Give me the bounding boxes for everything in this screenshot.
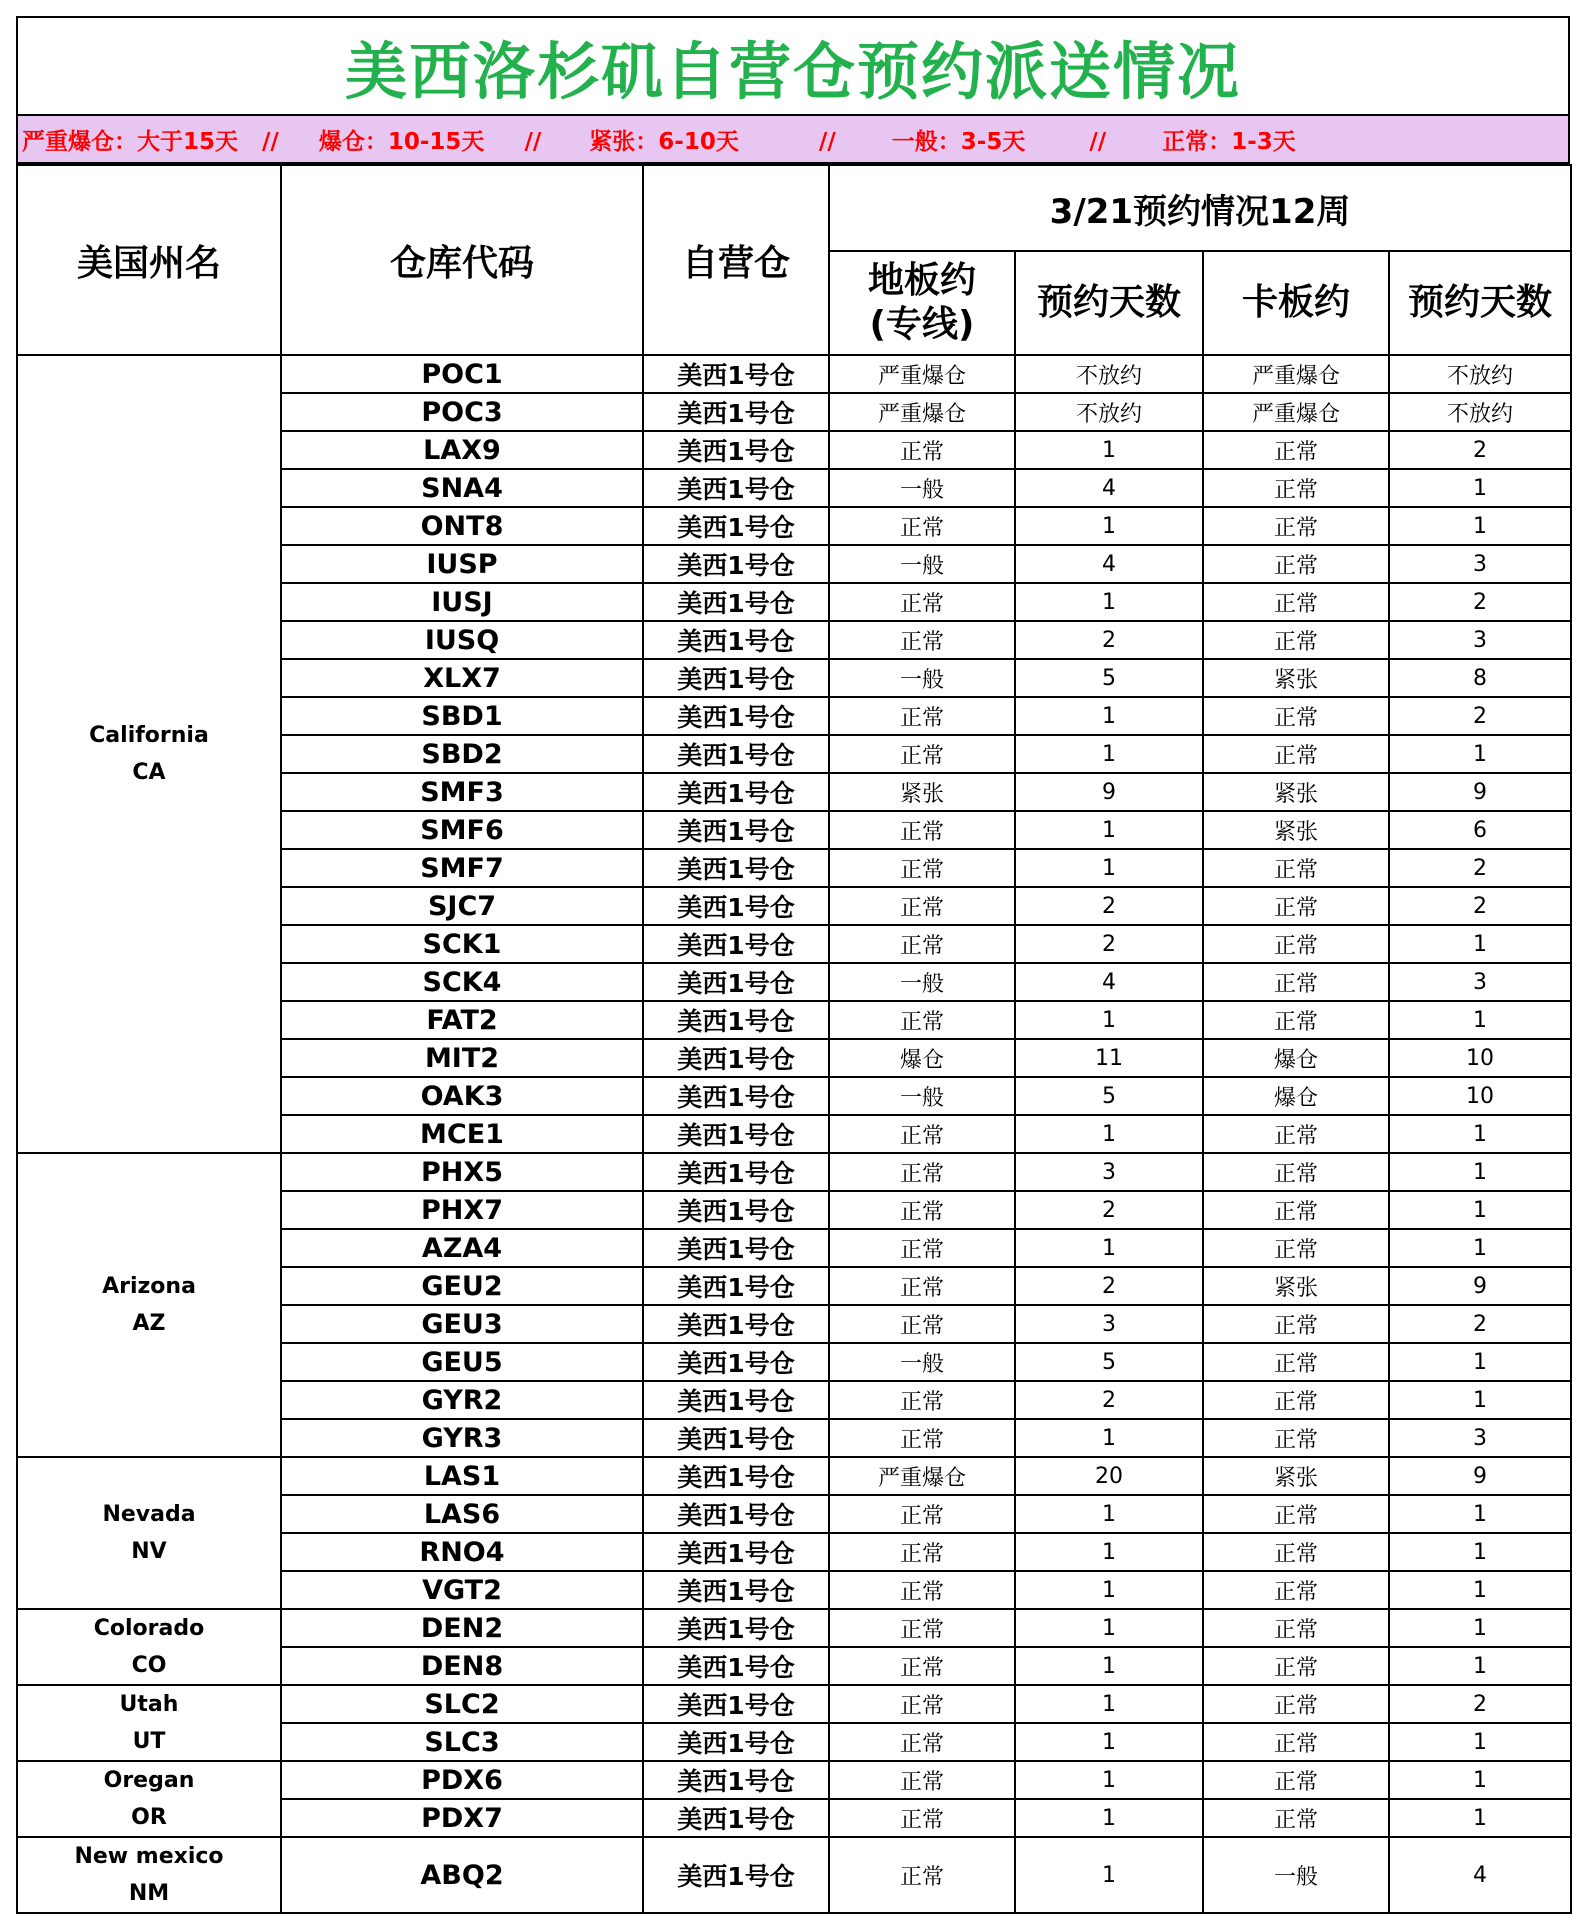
floor-status: 正常 <box>829 697 1015 735</box>
floor-days: 9 <box>1015 773 1203 811</box>
floor-status: 爆仓 <box>829 1039 1015 1077</box>
floor-status: 严重爆仓 <box>829 1457 1015 1495</box>
floor-status: 正常 <box>829 507 1015 545</box>
floor-days: 4 <box>1015 469 1203 507</box>
floor-days: 1 <box>1015 1115 1203 1153</box>
warehouse-code: ABQ2 <box>281 1837 643 1913</box>
floor-status: 正常 <box>829 1571 1015 1609</box>
pallet-status: 正常 <box>1203 697 1389 735</box>
warehouse-code: SCK1 <box>281 925 643 963</box>
warehouse-name: 美西1号仓 <box>643 963 829 1001</box>
floor-status: 正常 <box>829 735 1015 773</box>
warehouse-name: 美西1号仓 <box>643 393 829 431</box>
status-legend: 严重爆仓：大于15天 // 爆仓：10-15天 // 紧张：6-10天 // 一般：3-5天 // 正常：1-3天 <box>16 114 1570 164</box>
pallet-days: 1 <box>1389 735 1571 773</box>
warehouse-code: GEU3 <box>281 1305 643 1343</box>
state-name: Utah <box>119 1692 179 1717</box>
floor-days: 1 <box>1015 1533 1203 1571</box>
floor-status: 正常 <box>829 1001 1015 1039</box>
header-warehouse: 自营仓 <box>643 165 829 355</box>
floor-status: 一般 <box>829 1077 1015 1115</box>
table-row <box>17 1153 1571 1191</box>
warehouse-code: SMF6 <box>281 811 643 849</box>
header-floor-label: 地板约 <box>867 260 976 301</box>
pallet-status: 严重爆仓 <box>1203 393 1389 431</box>
pallet-status: 紧张 <box>1203 659 1389 697</box>
warehouse-code: SNA4 <box>281 469 643 507</box>
pallet-status: 正常 <box>1203 925 1389 963</box>
floor-days: 1 <box>1015 1799 1203 1837</box>
floor-days: 2 <box>1015 887 1203 925</box>
floor-days: 1 <box>1015 849 1203 887</box>
warehouse-code: LAS1 <box>281 1457 643 1495</box>
floor-status: 正常 <box>829 1837 1015 1913</box>
floor-days: 不放约 <box>1015 393 1203 431</box>
pallet-status: 正常 <box>1203 849 1389 887</box>
warehouse-code: SBD2 <box>281 735 643 773</box>
warehouse-code: DEN2 <box>281 1609 643 1647</box>
warehouse-name: 美西1号仓 <box>643 1267 829 1305</box>
warehouse-name: 美西1号仓 <box>643 545 829 583</box>
warehouse-name: 美西1号仓 <box>643 1115 829 1153</box>
floor-status: 正常 <box>829 1647 1015 1685</box>
warehouse-name: 美西1号仓 <box>643 1609 829 1647</box>
pallet-days: 1 <box>1389 1343 1571 1381</box>
pallet-days: 2 <box>1389 431 1571 469</box>
floor-status: 正常 <box>829 1305 1015 1343</box>
floor-status: 正常 <box>829 925 1015 963</box>
table-row <box>17 1457 1571 1495</box>
floor-status: 正常 <box>829 1115 1015 1153</box>
floor-status: 正常 <box>829 1381 1015 1419</box>
warehouse-code: VGT2 <box>281 1571 643 1609</box>
warehouse-code: DEN8 <box>281 1647 643 1685</box>
pallet-days: 1 <box>1389 1609 1571 1647</box>
floor-days: 不放约 <box>1015 355 1203 393</box>
pallet-days: 8 <box>1389 659 1571 697</box>
floor-days: 1 <box>1015 697 1203 735</box>
pallet-status: 正常 <box>1203 1723 1389 1761</box>
pallet-status: 正常 <box>1203 507 1389 545</box>
header-pallet-days: 预约天数 <box>1389 251 1571 355</box>
floor-days: 1 <box>1015 1495 1203 1533</box>
floor-status: 正常 <box>829 1153 1015 1191</box>
pallet-days: 2 <box>1389 697 1571 735</box>
floor-days: 3 <box>1015 1153 1203 1191</box>
warehouse-name: 美西1号仓 <box>643 1153 829 1191</box>
state-name: Oregan <box>103 1768 195 1793</box>
warehouse-name: 美西1号仓 <box>643 355 829 393</box>
floor-status: 紧张 <box>829 773 1015 811</box>
warehouse-name: 美西1号仓 <box>643 1495 829 1533</box>
warehouse-code: OAK3 <box>281 1077 643 1115</box>
floor-status: 一般 <box>829 1343 1015 1381</box>
pallet-days: 10 <box>1389 1077 1571 1115</box>
floor-status: 一般 <box>829 963 1015 1001</box>
warehouse-code: LAX9 <box>281 431 643 469</box>
pallet-status: 正常 <box>1203 1799 1389 1837</box>
pallet-days: 1 <box>1389 1799 1571 1837</box>
page-title: 美西洛杉矶自营仓预约派送情况 <box>16 16 1570 114</box>
pallet-days: 1 <box>1389 507 1571 545</box>
floor-days: 2 <box>1015 621 1203 659</box>
warehouse-code: SMF3 <box>281 773 643 811</box>
state-cell <box>17 1837 281 1913</box>
warehouse-code: XLX7 <box>281 659 643 697</box>
table-row <box>17 1685 1571 1723</box>
floor-status: 一般 <box>829 545 1015 583</box>
floor-days: 1 <box>1015 811 1203 849</box>
pallet-days: 1 <box>1389 1723 1571 1761</box>
warehouse-name: 美西1号仓 <box>643 1001 829 1039</box>
state-name: Nevada <box>102 1502 196 1527</box>
pallet-status: 正常 <box>1203 1229 1389 1267</box>
warehouse-code: SMF7 <box>281 849 643 887</box>
state-cell <box>17 1609 281 1685</box>
table-row <box>17 1837 1571 1913</box>
warehouse-code: FAT2 <box>281 1001 643 1039</box>
pallet-days: 1 <box>1389 1191 1571 1229</box>
state-cell <box>17 1685 281 1761</box>
warehouse-name: 美西1号仓 <box>643 735 829 773</box>
state-cell <box>17 1153 281 1457</box>
pallet-days: 9 <box>1389 1457 1571 1495</box>
warehouse-name: 美西1号仓 <box>643 1305 829 1343</box>
floor-days: 1 <box>1015 1837 1203 1913</box>
warehouse-name: 美西1号仓 <box>643 887 829 925</box>
floor-days: 11 <box>1015 1039 1203 1077</box>
warehouse-code: PDX7 <box>281 1799 643 1837</box>
warehouse-name: 美西1号仓 <box>643 431 829 469</box>
floor-status: 正常 <box>829 1609 1015 1647</box>
floor-status: 正常 <box>829 1191 1015 1229</box>
warehouse-code: MCE1 <box>281 1115 643 1153</box>
warehouse-name: 美西1号仓 <box>643 1191 829 1229</box>
floor-status: 正常 <box>829 621 1015 659</box>
floor-days: 20 <box>1015 1457 1203 1495</box>
floor-days: 5 <box>1015 659 1203 697</box>
floor-days: 1 <box>1015 735 1203 773</box>
warehouse-name: 美西1号仓 <box>643 1457 829 1495</box>
pallet-status: 紧张 <box>1203 1267 1389 1305</box>
state-abbr: NV <box>131 1539 167 1564</box>
pallet-status: 爆仓 <box>1203 1077 1389 1115</box>
warehouse-code: GYR3 <box>281 1419 643 1457</box>
header-floor <box>829 251 1015 355</box>
warehouse-name: 美西1号仓 <box>643 811 829 849</box>
pallet-status: 正常 <box>1203 1495 1389 1533</box>
warehouse-name: 美西1号仓 <box>643 1761 829 1799</box>
warehouse-code: RNO4 <box>281 1533 643 1571</box>
pallet-days: 1 <box>1389 1001 1571 1039</box>
state-cell <box>17 355 281 1153</box>
pallet-days: 1 <box>1389 1761 1571 1799</box>
warehouse-code: POC1 <box>281 355 643 393</box>
pallet-days: 3 <box>1389 545 1571 583</box>
pallet-days: 2 <box>1389 1685 1571 1723</box>
floor-status: 正常 <box>829 1761 1015 1799</box>
pallet-status: 正常 <box>1203 1343 1389 1381</box>
header-floor-days: 预约天数 <box>1015 251 1203 355</box>
state-cell <box>17 1761 281 1837</box>
floor-status: 正常 <box>829 1495 1015 1533</box>
warehouse-code: SCK4 <box>281 963 643 1001</box>
state-abbr: NM <box>128 1881 170 1906</box>
warehouse-name: 美西1号仓 <box>643 1077 829 1115</box>
warehouse-name: 美西1号仓 <box>643 1381 829 1419</box>
state-abbr: AZ <box>132 1311 166 1336</box>
floor-days: 5 <box>1015 1343 1203 1381</box>
pallet-status: 正常 <box>1203 1609 1389 1647</box>
pallet-days: 2 <box>1389 1305 1571 1343</box>
warehouse-name: 美西1号仓 <box>643 1647 829 1685</box>
pallet-status: 正常 <box>1203 1685 1389 1723</box>
floor-days: 2 <box>1015 925 1203 963</box>
state-abbr: OR <box>131 1805 167 1830</box>
pallet-status: 正常 <box>1203 1001 1389 1039</box>
warehouse-code: IUSQ <box>281 621 643 659</box>
pallet-days: 1 <box>1389 1381 1571 1419</box>
warehouse-name: 美西1号仓 <box>643 507 829 545</box>
pallet-days: 4 <box>1389 1837 1571 1913</box>
warehouse-name: 美西1号仓 <box>643 849 829 887</box>
floor-status: 正常 <box>829 583 1015 621</box>
pallet-status: 正常 <box>1203 1305 1389 1343</box>
pallet-status: 正常 <box>1203 545 1389 583</box>
warehouse-code: IUSJ <box>281 583 643 621</box>
state-name: Arizona <box>102 1274 196 1299</box>
header-state: 美国州名 <box>17 165 281 355</box>
warehouse-code: GEU5 <box>281 1343 643 1381</box>
floor-status: 正常 <box>829 811 1015 849</box>
pallet-days: 2 <box>1389 887 1571 925</box>
floor-days: 1 <box>1015 1761 1203 1799</box>
pallet-status: 一般 <box>1203 1837 1389 1913</box>
header-floor-note: (专线) <box>869 304 975 345</box>
warehouse-code: POC3 <box>281 393 643 431</box>
state-cell <box>17 1457 281 1609</box>
pallet-status: 正常 <box>1203 1647 1389 1685</box>
warehouse-name: 美西1号仓 <box>643 1039 829 1077</box>
table-row <box>17 1761 1571 1799</box>
pallet-days: 1 <box>1389 1115 1571 1153</box>
warehouse-name: 美西1号仓 <box>643 773 829 811</box>
pallet-status: 紧张 <box>1203 811 1389 849</box>
pallet-status: 紧张 <box>1203 1457 1389 1495</box>
header-pallet: 卡板约 <box>1203 251 1389 355</box>
floor-days: 1 <box>1015 1723 1203 1761</box>
warehouse-name: 美西1号仓 <box>643 469 829 507</box>
warehouse-code: LAS6 <box>281 1495 643 1533</box>
pallet-days: 1 <box>1389 1533 1571 1571</box>
warehouse-name: 美西1号仓 <box>643 1229 829 1267</box>
warehouse-code: IUSP <box>281 545 643 583</box>
warehouse-code: PHX7 <box>281 1191 643 1229</box>
floor-days: 3 <box>1015 1305 1203 1343</box>
floor-days: 4 <box>1015 963 1203 1001</box>
pallet-status: 正常 <box>1203 1381 1389 1419</box>
pallet-days: 不放约 <box>1389 393 1571 431</box>
pallet-status: 正常 <box>1203 583 1389 621</box>
warehouse-code: SLC2 <box>281 1685 643 1723</box>
floor-status: 正常 <box>829 1685 1015 1723</box>
floor-days: 2 <box>1015 1191 1203 1229</box>
state-name: California <box>89 723 209 748</box>
warehouse-name: 美西1号仓 <box>643 1837 829 1913</box>
state-abbr: CA <box>132 760 166 785</box>
floor-status: 严重爆仓 <box>829 355 1015 393</box>
warehouse-name: 美西1号仓 <box>643 1419 829 1457</box>
floor-days: 2 <box>1015 1381 1203 1419</box>
floor-days: 1 <box>1015 1647 1203 1685</box>
pallet-days: 3 <box>1389 621 1571 659</box>
floor-days: 1 <box>1015 1609 1203 1647</box>
pallet-days: 3 <box>1389 1419 1571 1457</box>
pallet-days: 不放约 <box>1389 355 1571 393</box>
warehouse-name: 美西1号仓 <box>643 1723 829 1761</box>
pallet-days: 1 <box>1389 925 1571 963</box>
warehouse-name: 美西1号仓 <box>643 1343 829 1381</box>
schedule-table <box>16 164 1572 1914</box>
pallet-status: 严重爆仓 <box>1203 355 1389 393</box>
warehouse-code: GYR2 <box>281 1381 643 1419</box>
pallet-status: 正常 <box>1203 1191 1389 1229</box>
pallet-status: 正常 <box>1203 1419 1389 1457</box>
pallet-status: 正常 <box>1203 1153 1389 1191</box>
warehouse-code: SBD1 <box>281 697 643 735</box>
floor-days: 1 <box>1015 1419 1203 1457</box>
pallet-status: 正常 <box>1203 431 1389 469</box>
state-name: New mexico <box>74 1844 224 1869</box>
warehouse-code: PDX6 <box>281 1761 643 1799</box>
floor-status: 正常 <box>829 1229 1015 1267</box>
pallet-status: 正常 <box>1203 1761 1389 1799</box>
floor-status: 正常 <box>829 1533 1015 1571</box>
warehouse-code: GEU2 <box>281 1267 643 1305</box>
floor-status: 正常 <box>829 431 1015 469</box>
pallet-status: 正常 <box>1203 887 1389 925</box>
floor-days: 1 <box>1015 1685 1203 1723</box>
pallet-days: 1 <box>1389 469 1571 507</box>
floor-status: 一般 <box>829 659 1015 697</box>
floor-status: 正常 <box>829 887 1015 925</box>
floor-status: 正常 <box>829 1419 1015 1457</box>
floor-days: 1 <box>1015 1571 1203 1609</box>
warehouse-code: AZA4 <box>281 1229 643 1267</box>
warehouse-name: 美西1号仓 <box>643 1685 829 1723</box>
header-code: 仓库代码 <box>281 165 643 355</box>
pallet-status: 正常 <box>1203 469 1389 507</box>
warehouse-name: 美西1号仓 <box>643 583 829 621</box>
warehouse-code: SJC7 <box>281 887 643 925</box>
warehouse-name: 美西1号仓 <box>643 1799 829 1837</box>
spreadsheet <box>16 16 1570 1914</box>
pallet-days: 2 <box>1389 583 1571 621</box>
pallet-days: 6 <box>1389 811 1571 849</box>
pallet-days: 9 <box>1389 773 1571 811</box>
floor-status: 一般 <box>829 469 1015 507</box>
floor-days: 1 <box>1015 1001 1203 1039</box>
state-name: Colorado <box>93 1616 205 1641</box>
pallet-days: 1 <box>1389 1495 1571 1533</box>
table-row <box>17 355 1571 393</box>
pallet-days: 3 <box>1389 963 1571 1001</box>
table-row <box>17 1609 1571 1647</box>
state-abbr: CO <box>131 1653 167 1678</box>
warehouse-name: 美西1号仓 <box>643 1571 829 1609</box>
pallet-status: 紧张 <box>1203 773 1389 811</box>
floor-status: 正常 <box>829 1799 1015 1837</box>
warehouse-name: 美西1号仓 <box>643 1533 829 1571</box>
table-body <box>17 355 1571 1913</box>
floor-days: 1 <box>1015 1229 1203 1267</box>
floor-days: 2 <box>1015 1267 1203 1305</box>
pallet-days: 1 <box>1389 1647 1571 1685</box>
floor-days: 1 <box>1015 507 1203 545</box>
floor-status: 严重爆仓 <box>829 393 1015 431</box>
pallet-days: 1 <box>1389 1571 1571 1609</box>
floor-status: 正常 <box>829 1723 1015 1761</box>
pallet-days: 10 <box>1389 1039 1571 1077</box>
pallet-status: 正常 <box>1203 621 1389 659</box>
warehouse-name: 美西1号仓 <box>643 925 829 963</box>
floor-days: 4 <box>1015 545 1203 583</box>
warehouse-name: 美西1号仓 <box>643 659 829 697</box>
pallet-status: 正常 <box>1203 1115 1389 1153</box>
state-abbr: UT <box>132 1729 166 1754</box>
pallet-status: 正常 <box>1203 963 1389 1001</box>
pallet-days: 1 <box>1389 1153 1571 1191</box>
warehouse-name: 美西1号仓 <box>643 697 829 735</box>
warehouse-code: SLC3 <box>281 1723 643 1761</box>
pallet-status: 正常 <box>1203 735 1389 773</box>
pallet-days: 2 <box>1389 849 1571 887</box>
warehouse-code: PHX5 <box>281 1153 643 1191</box>
warehouse-code: MIT2 <box>281 1039 643 1077</box>
floor-status: 正常 <box>829 1267 1015 1305</box>
pallet-status: 正常 <box>1203 1571 1389 1609</box>
warehouse-name: 美西1号仓 <box>643 621 829 659</box>
pallet-days: 1 <box>1389 1229 1571 1267</box>
pallet-status: 爆仓 <box>1203 1039 1389 1077</box>
header-week: 3/21预约情况12周 <box>829 165 1571 251</box>
warehouse-code: ONT8 <box>281 507 643 545</box>
pallet-status: 正常 <box>1203 1533 1389 1571</box>
pallet-days: 9 <box>1389 1267 1571 1305</box>
floor-days: 1 <box>1015 583 1203 621</box>
floor-days: 1 <box>1015 431 1203 469</box>
floor-days: 5 <box>1015 1077 1203 1115</box>
floor-status: 正常 <box>829 849 1015 887</box>
